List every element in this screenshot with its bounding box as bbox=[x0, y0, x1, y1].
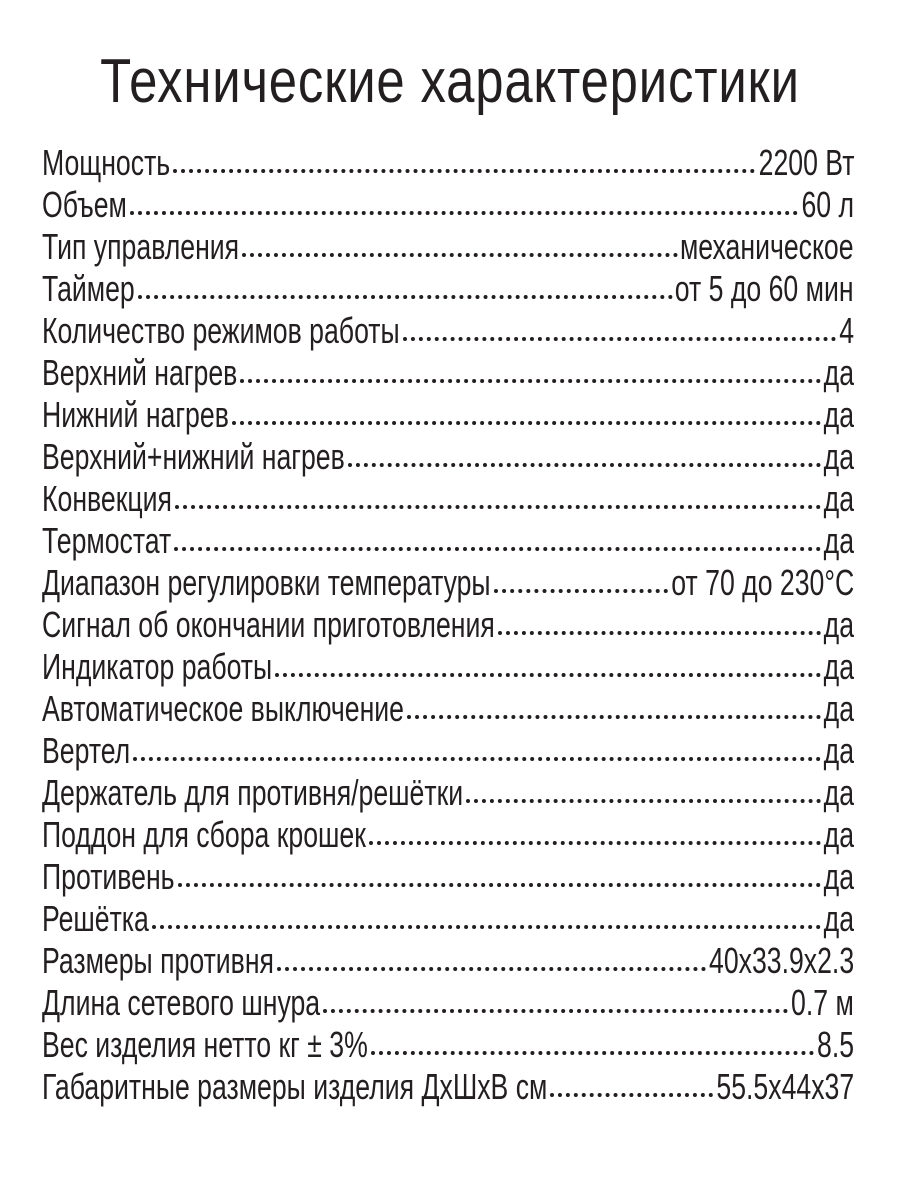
spec-value: 0.7 м bbox=[791, 982, 854, 1023]
dot-leader bbox=[277, 967, 706, 971]
spec-value: да bbox=[823, 856, 854, 897]
dot-leader bbox=[369, 841, 821, 845]
spec-label: Длина сетевого шнура bbox=[42, 982, 321, 1023]
spec-value: механическое bbox=[680, 226, 854, 267]
spec-row bbox=[42, 772, 854, 814]
spec-value: 4 bbox=[839, 310, 854, 351]
dot-leader bbox=[174, 547, 820, 551]
dot-leader bbox=[138, 295, 673, 299]
spec-row bbox=[42, 562, 854, 604]
spec-label: Противень bbox=[42, 856, 175, 897]
spec-row bbox=[42, 184, 854, 226]
dot-leader bbox=[152, 925, 821, 929]
spec-label: Количество режимов работы bbox=[42, 310, 400, 351]
spec-value: да bbox=[823, 436, 854, 477]
spec-value: да bbox=[823, 814, 854, 855]
spec-value: 8.5 bbox=[816, 1024, 854, 1065]
dot-leader bbox=[240, 379, 820, 383]
spec-value: от 5 до 60 мин bbox=[675, 268, 854, 309]
spec-label: Держатель для противня/решётки bbox=[42, 772, 464, 813]
spec-row bbox=[42, 688, 854, 730]
spec-value: 55.5x44x37 bbox=[716, 1066, 854, 1107]
spec-value: 60 л bbox=[801, 184, 854, 225]
dot-leader bbox=[175, 505, 821, 509]
spec-row bbox=[42, 520, 854, 562]
spec-label: Индикатор работы bbox=[42, 646, 273, 687]
spec-row bbox=[42, 604, 854, 646]
spec-row bbox=[42, 478, 854, 520]
spec-label: Таймер bbox=[42, 268, 135, 309]
spec-list bbox=[42, 142, 854, 1108]
spec-value: да bbox=[823, 604, 854, 645]
spec-row bbox=[42, 940, 854, 982]
dot-leader bbox=[371, 1051, 814, 1055]
spec-value: 40x33.9x2.3 bbox=[708, 940, 854, 981]
dot-leader bbox=[348, 463, 821, 467]
spec-row bbox=[42, 814, 854, 856]
spec-row bbox=[42, 1024, 854, 1066]
dot-leader bbox=[173, 169, 755, 173]
spec-label: Объем bbox=[42, 184, 127, 225]
dot-leader bbox=[130, 211, 798, 215]
spec-label: Тип управления bbox=[42, 226, 240, 267]
spec-label: Вес изделия нетто кг ± 3% bbox=[42, 1024, 368, 1065]
spec-row bbox=[42, 436, 854, 478]
spec-row bbox=[42, 856, 854, 898]
dot-leader bbox=[407, 715, 821, 719]
spec-row bbox=[42, 646, 854, 688]
spec-row bbox=[42, 310, 854, 352]
spec-value: да bbox=[823, 394, 854, 435]
spec-label: Решётка bbox=[42, 898, 149, 939]
dot-leader bbox=[133, 757, 820, 761]
spec-value: да bbox=[823, 772, 854, 813]
spec-value: да bbox=[823, 730, 854, 771]
dot-leader bbox=[550, 1093, 713, 1097]
spec-value: от 70 до 230°С bbox=[671, 562, 854, 603]
spec-label: Сигнал об окончании приготовления bbox=[42, 604, 495, 645]
dot-leader bbox=[323, 1009, 788, 1013]
dot-leader bbox=[275, 673, 820, 677]
spec-row bbox=[42, 982, 854, 1024]
dot-leader bbox=[232, 421, 821, 425]
spec-row bbox=[42, 898, 854, 940]
dot-leader bbox=[242, 253, 678, 257]
dot-leader bbox=[466, 799, 821, 803]
dot-leader bbox=[403, 337, 837, 341]
spec-label: Мощность bbox=[42, 142, 171, 183]
spec-value: 2200 Вт bbox=[758, 142, 854, 183]
spec-value: да bbox=[823, 478, 854, 519]
spec-row bbox=[42, 142, 854, 184]
dot-leader bbox=[178, 883, 821, 887]
spec-label: Размеры противня bbox=[42, 940, 274, 981]
spec-row bbox=[42, 268, 854, 310]
spec-label: Термостат bbox=[42, 520, 172, 561]
spec-value: да bbox=[823, 352, 854, 393]
spec-label: Верхний+нижний нагрев bbox=[42, 436, 345, 477]
page-title: Технические характеристики bbox=[100, 47, 800, 116]
dot-leader bbox=[494, 589, 668, 593]
dot-leader bbox=[498, 631, 821, 635]
spec-label: Автоматическое выключение bbox=[42, 688, 404, 729]
spec-label: Габаритные размеры изделия ДхШхВ см bbox=[42, 1066, 548, 1107]
spec-label: Диапазон регулировки температуры bbox=[42, 562, 491, 603]
spec-label: Вертел bbox=[42, 730, 131, 771]
spec-value: да bbox=[823, 520, 854, 561]
spec-label: Конвекция bbox=[42, 478, 172, 519]
spec-label: Верхний нагрев bbox=[42, 352, 238, 393]
spec-row bbox=[42, 394, 854, 436]
spec-row bbox=[42, 226, 854, 268]
spec-value: да bbox=[823, 646, 854, 687]
spec-label: Поддон для сбора крошек bbox=[42, 814, 366, 855]
spec-label: Нижний нагрев bbox=[42, 394, 229, 435]
spec-row bbox=[42, 352, 854, 394]
spec-row bbox=[42, 1066, 854, 1108]
spec-row bbox=[42, 730, 854, 772]
spec-value: да bbox=[823, 898, 854, 939]
spec-value: да bbox=[823, 688, 854, 729]
